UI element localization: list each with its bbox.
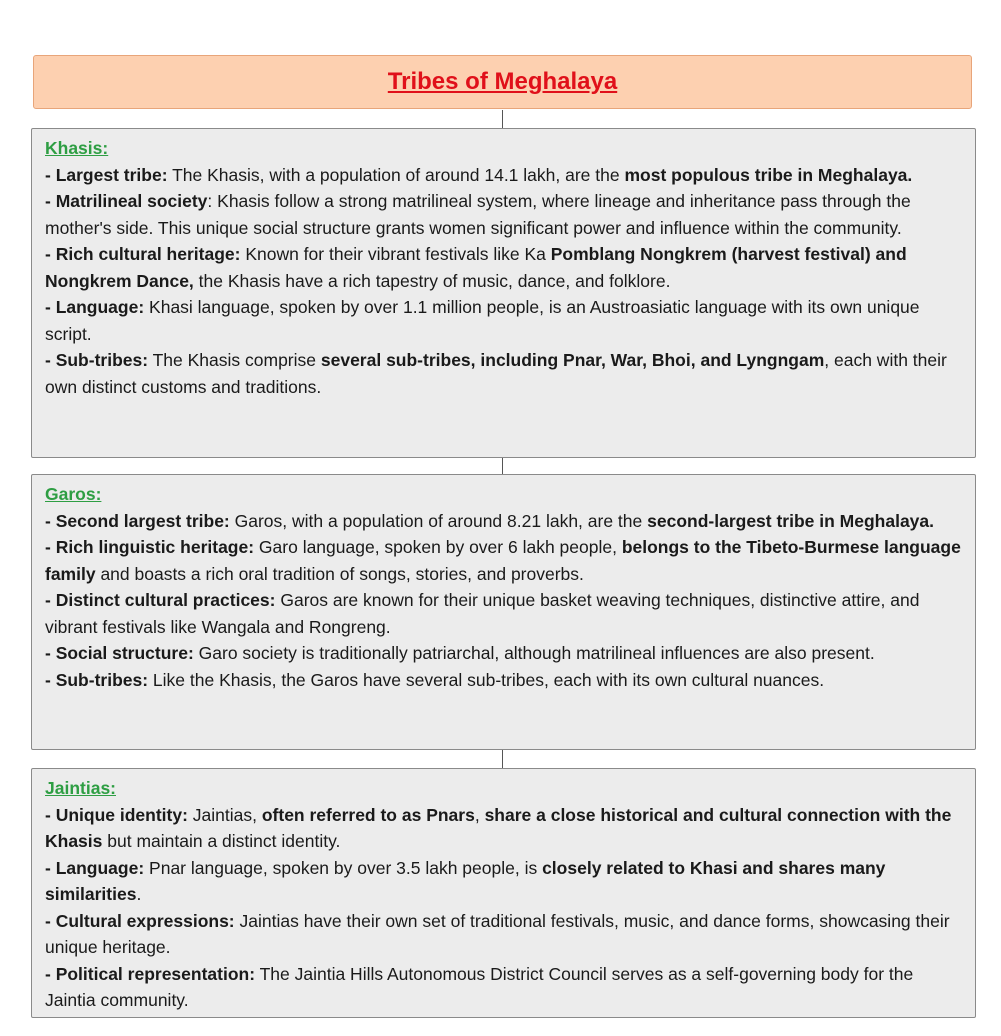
bullet-point — [45, 162, 963, 189]
bullet-point — [45, 961, 963, 1014]
text: but maintain a distinct identity. — [102, 831, 341, 851]
bold-text: closely related to Khasi and shares many similarities — [45, 857, 886, 904]
bold-text: - Language: — [45, 297, 145, 317]
text: : Khasis follow a strong matrilineal system, where lineage and inheritance pass through the mother's side. This unique social structure grants women significant power and influence within the community. — [45, 191, 911, 238]
text: Garos are known for their unique basket weaving techniques, distinctive attire, and vibrant festivals like Wangala and Rongreng. — [45, 590, 920, 637]
card-heading: Jaintias: — [45, 778, 116, 798]
text: Pnar language, spoken by over 3.5 lakh people, is — [144, 857, 543, 878]
bold-text: - Rich linguistic heritage: — [45, 537, 255, 557]
text: Garos, with a population of around 8.21 lakh, are the — [229, 510, 648, 531]
connector-line — [502, 458, 503, 474]
text: Garo society is traditionally patriarchal, although matrilineal influences are also present. — [193, 643, 875, 663]
bold-text: several sub-tribes, including Pnar, War, Bhoi, and Lyngngam — [320, 350, 825, 370]
text: and boasts a rich oral tradition of songs, stories, and proverbs. — [95, 563, 584, 584]
text: Jaintias have their own set of traditional festivals, music, and dance forms, showcasing their unique heritage. — [45, 910, 950, 957]
bold-text: - Social structure: — [45, 643, 194, 663]
bullet-point — [45, 667, 963, 694]
bold-text: belongs to the Tibeto-Burmese language family — [45, 537, 961, 584]
bold-text: - Political representation: — [45, 963, 256, 984]
garos-card — [31, 474, 976, 750]
text: . — [136, 884, 142, 904]
bold-text: - Largest tribe: — [45, 164, 168, 185]
bullet-point — [45, 188, 963, 241]
bold-text: Pomblang Nongkrem (harvest festival) and Nongkrem Dance, — [45, 244, 907, 291]
text: , each with their own distinct customs and traditions. — [45, 350, 947, 397]
bold-text: - Second largest tribe: — [45, 510, 230, 531]
connector-line — [502, 110, 503, 128]
bold-text: second-largest tribe in Meghalaya. — [647, 510, 935, 531]
title-box — [33, 55, 972, 109]
text: Garo language, spoken by over 6 lakh people, — [254, 537, 622, 557]
bold-text: - Language: — [45, 857, 145, 878]
text: Known for their vibrant festivals like Ka — [240, 244, 551, 264]
text: , — [474, 804, 485, 825]
bold-text: most populous tribe in Meghalaya. — [624, 164, 913, 185]
bullet-point — [45, 294, 963, 347]
bold-text: - Distinct cultural practices: — [45, 590, 276, 610]
bullet-point — [45, 587, 963, 640]
bullet-point — [45, 640, 963, 667]
bold-text: - Cultural expressions: — [45, 910, 235, 931]
bullet-point — [45, 241, 963, 294]
card-heading: Garos: — [45, 484, 102, 504]
text: Like the Khasis, the Garos have several sub-tribes, each with its own cultural nuances. — [148, 669, 825, 690]
bullet-point — [45, 508, 963, 535]
bold-text: - Unique identity: — [45, 804, 188, 825]
connector-line — [502, 750, 503, 768]
bold-text: - Matrilineal society — [45, 191, 208, 211]
bullet-point — [45, 534, 963, 587]
bullet-point — [45, 855, 963, 908]
text: The Khasis, with a population of around 14.1 lakh, are the — [167, 164, 625, 185]
text: the Khasis have a rich tapestry of music, dance, and folklore. — [193, 270, 671, 291]
bold-text: - Sub-tribes: — [45, 350, 149, 370]
text: The Khasis comprise — [148, 350, 321, 370]
bold-text: - Rich cultural heritage: — [45, 244, 241, 264]
text: The Jaintia Hills Autonomous District Council serves as a self-governing body for the Jaintia community. — [45, 963, 914, 1010]
card-heading: Khasis: — [45, 138, 109, 158]
text: Khasi language, spoken by over 1.1 million people, is an Austroasiatic language with its own unique script. — [45, 297, 920, 344]
bold-text: share a close historical and cultural connection with the Khasis — [45, 804, 952, 851]
text: Jaintias, — [187, 804, 262, 825]
bullet-point — [45, 908, 963, 961]
bold-text: - Sub-tribes: — [45, 669, 149, 690]
bold-text: often referred to as Pnars — [261, 804, 475, 825]
page-title: Tribes of Meghalaya — [387, 68, 618, 95]
jaintias-card — [31, 768, 976, 1018]
khasis-card — [31, 128, 976, 458]
bullet-point — [45, 802, 963, 855]
bullet-point — [45, 347, 963, 400]
